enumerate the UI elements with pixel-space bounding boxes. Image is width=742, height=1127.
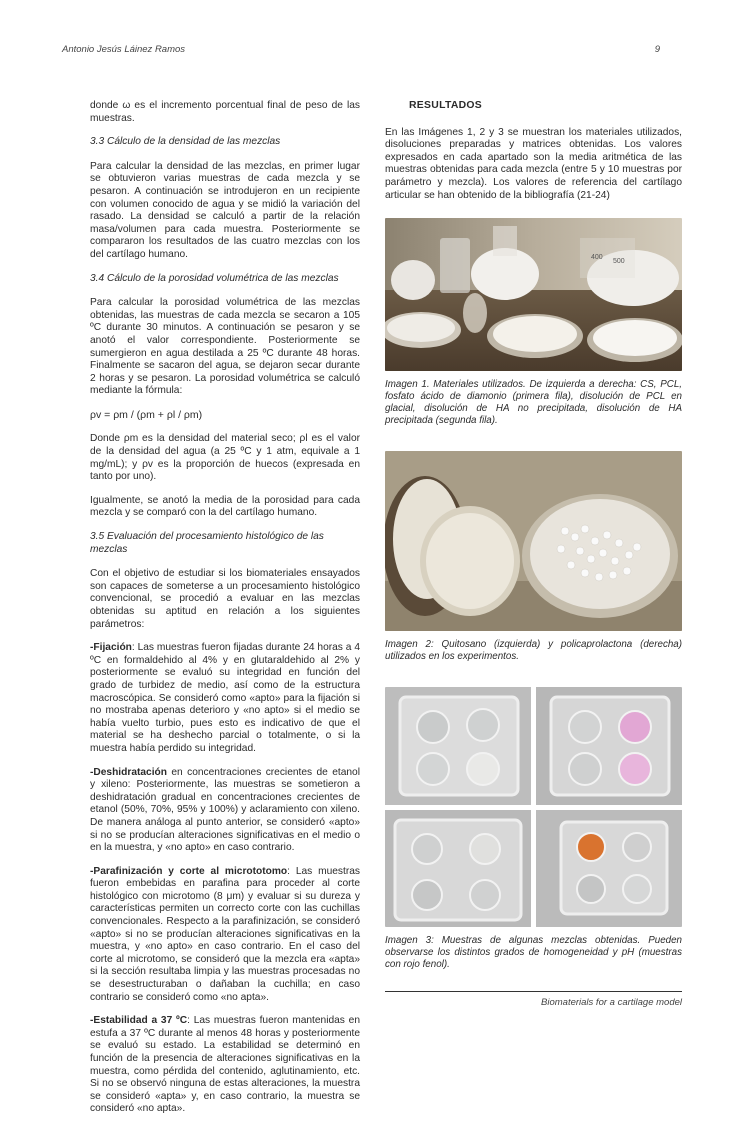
left-column — [90, 100, 360, 1127]
image-1-caption: Imagen 1. Materiales utilizados. De izquierda a derecha: CS, PCL, fosfato ácido de diamonio (primera fila), disolución de PCL en glacial, disolución de HA no precipitada, disolución de HA precipitada (segunda fila). — [385, 379, 682, 427]
section-3-3-title: 3.3 Cálculo de la densidad de las mezclas — [90, 136, 281, 148]
footer-rule — [385, 991, 682, 992]
param-fijacion-label: -Fijación — [90, 642, 132, 654]
intro-paragraph: donde ω es el incremento porcentual final de peso de las muestras. — [90, 100, 360, 124]
section-3-4-end: Igualmente, se anotó la media de la porosidad para cada mezcla y se comparó con la del cartílago humano. — [90, 494, 360, 519]
formula-explanation: Donde ρm es la densidad del material seco; ρl es el valor de la densidad del agua (a 25 ºC y 1 atm, equivale a 1 mg/mL); y ρv es la proporción de huecos (expresada en tanto por uno). — [90, 433, 360, 483]
image-3-caption: Imagen 3: Muestras de algunas mezclas obtenidas. Pueden observarse los distintos grados de homogeneidad y pH (muestras con rojo fenol). — [385, 935, 682, 971]
beaker-mark-500: 500 — [613, 258, 625, 266]
results-paragraph: En las Imágenes 1, 2 y 3 se muestran los materiales utilizados, disoluciones preparadas y matrices obtenidas. Los valores expresados en cada apartado son la media aritmética de las muestras obtenidas para cada mezcla (entre 5 y 10 muestras por parámetro y mezcla). Los valores de referencia del cartílago articular se han obtenido de la bibliografía (21-24) — [385, 126, 682, 201]
image-3-mixtures-photo — [385, 687, 682, 927]
running-header-author: Antonio Jesús Láinez Ramos — [62, 44, 186, 55]
param-deshidratacion: -Deshidratación en concentraciones crecientes de etanol y xileno: Posteriormente, las muestras se sometieron a deshidratación gradual en concentraciones crecientes de etanol (50%, 70%, 95% y 100%) y aclaramiento con xileno. De manera análoga al punto anterior, se consideró «apto» si no se producían alteraciones significativas en el medio o en la muestra, y «no apto» en caso contrario. — [90, 766, 360, 854]
section-3-3-body: Para calcular la densidad de las mezclas, en primer lugar se obtuvieron varias muestras de cada mezcla y se pesaron. A continuación se introdujeron en un recipiente con volumen conocido de agua y se midió la variación del rasado. La densidad se calculó a partir de la relación masa/volumen para cada muestra. Posteriormente se compararon los resultados de las cuatro mezclas con los del cartílago humano. — [90, 160, 360, 260]
param-deshidratacion-label: -Deshidratación — [90, 766, 167, 778]
section-3-4-title: 3.4 Cálculo de la porosidad volumétrica de las mezclas — [90, 272, 339, 284]
porosity-formula: ρv = ρm / (ρm + ρl / ρm) — [90, 408, 203, 421]
results-heading: RESULTADOS — [409, 100, 483, 111]
right-column — [385, 100, 682, 995]
param-estabilidad: -Estabilidad a 37 ºC: Las muestras fueron mantenidas en estufa a 37 ºC durante al menos 48 horas y posteriormente se evaluó su estado. La estabilidad se determinó en función de la presencia de alteraciones significativas en la muestra, como pérdida del contenido, aglutinamiento, etc. Si no se observó ninguna de estas alteraciones, la muestra se consideró «apta» y, en caso contrario, la muestra se consideró «no apta». — [90, 1015, 360, 1115]
param-parafinizacion-label: -Parafinización y corte al micrototomo — [90, 865, 288, 877]
beaker-mark-400: 400 — [591, 254, 603, 262]
section-3-5-body: Con el objetivo de estudiar si los biomateriales ensayados son capaces de someterse a un procesamiento histológico convencional, se procedió a evaluar en las mezclas obtenidas su aptitud en relación a los siguientes parámetros: — [90, 568, 360, 630]
param-estabilidad-label: -Estabilidad a 37 ºC — [90, 1015, 188, 1027]
section-3-4-body: Para calcular la porosidad volumétrica de las mezclas obtenidas, las muestras de cada mezcla se secaron a 105 ºC durante 30 minutos. A continuación se pesaron y se anotó el valor correspondiente. Posteriormente se sumergieron en agua destilada a 25 ºC durante 48 horas. Finalmente se sacaron del agua, se dejaron secar durante 2 horas y se pesaron. La porosidad volumétrica se calculó mediante la fórmula: — [90, 297, 360, 397]
param-parafinizacion: -Parafinización y corte al micrototomo: Las muestras fueron embebidas en parafina para proceder al corte histológico con microtomo (8 μm) y evaluar si su dureza y características permiten un correcto corte con las cuchillas convencionales. Respecto a la parafinización, se consideró «apto» si no se producían alteraciones significativas en la muestra, y «no apto» en caso contrario. En el caso del corte al microtomo, se consideró que la mezcla era «apta» si la sección resultaba limpia y las muestras procesadas no se desestructuraban o dañaban la cuchilla; en caso contrario se consideró como «no apta». — [90, 865, 360, 1003]
running-footer: Biomaterials for a cartilage model — [541, 997, 682, 1008]
param-fijacion: -Fijación: Las muestras fueron fijadas durante 24 horas a 4 ºC en formaldehido al 4% y en glutaraldehido al 2% y posteriormente se evaluó su integridad en función del grado de turbidez de medio, así como de la estructura macroscópica. Se consideró como «apto» para la fijación si no mostraba apenas deterioro y «no apto» si el medio se había vuelto turbio, pues esto es indicativo de que el material se ha deshecho parcial o totalmente, o si la muestra había perdido su integridad. — [90, 642, 360, 754]
image-1-materials-photo — [385, 218, 682, 371]
image-2-caption: Imagen 2: Quitosano (izquierda) y policaprolactona (derecha) utilizados en los experimentos. — [385, 639, 682, 663]
section-3-5-title: 3.5 Evaluación del procesamiento histológico de las mezclas — [90, 531, 324, 555]
image-2-chitosan-pcl-photo — [385, 451, 682, 631]
page-number: 9 — [654, 44, 660, 55]
